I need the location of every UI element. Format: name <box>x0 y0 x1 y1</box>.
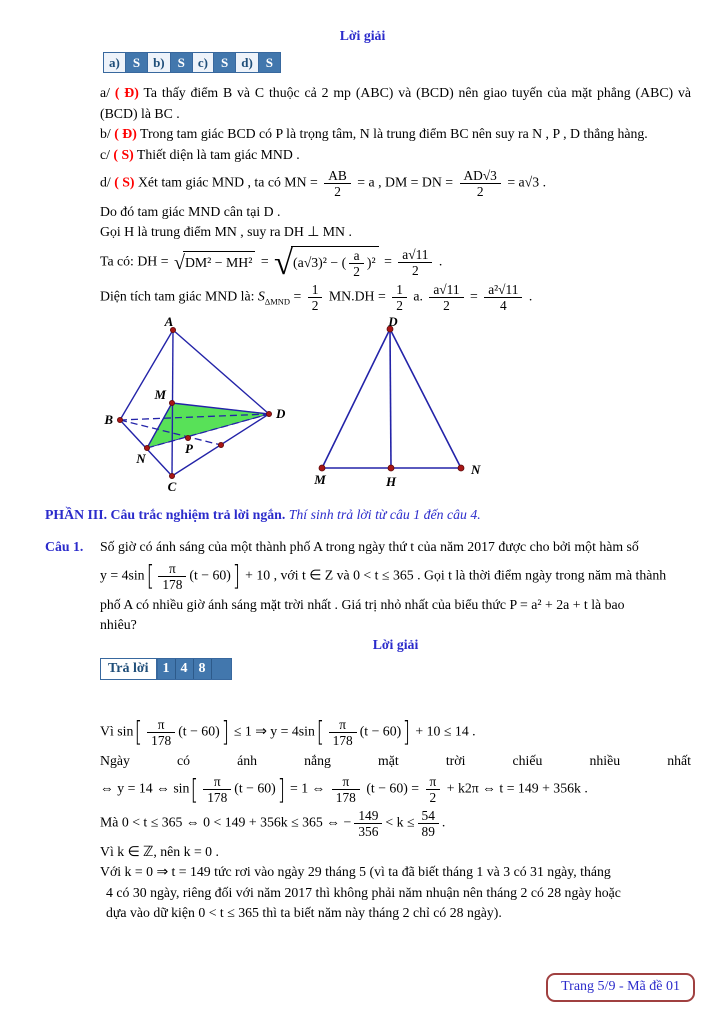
eq-mid1: = 1 ⇔ <box>289 780 326 796</box>
dt-end: . <box>528 288 533 304</box>
line-taco <box>100 244 691 283</box>
fraction-half-2: $\frac{1}{2}$ <box>392 282 407 313</box>
cau1-line4: nhiêu? <box>100 616 137 632</box>
label-C: C <box>167 478 177 494</box>
radical-sign: √ <box>173 252 185 275</box>
dt-lead: Diện tích tam giác MND là: <box>100 288 258 304</box>
answer-key-a: a) <box>104 53 126 72</box>
cau1-body <box>100 537 691 924</box>
fraction-pi-178: $\frac{\pi}{178}$ <box>203 774 231 805</box>
sol-voi-line1: Với k = 0 ⇒ t = 149 tức rơi vào ngày 29 tháng 5 (vì ta đã biết tháng 1 và 3 có 31 ngày, tháng <box>100 864 611 880</box>
vi-arg2: (t − 60) <box>359 723 402 739</box>
sol-vik-line: Vì k ∈ ℤ, nên k = 0 . <box>100 844 219 860</box>
formula-pre: y = 4sin <box>100 567 145 583</box>
dt-eq2: = <box>469 288 478 304</box>
answer-strip-row <box>0 46 725 83</box>
label-A: A <box>164 316 174 329</box>
ma-pre: Mà 0 < t ≤ 365 ⇔ 0 < 149 + 356k ≤ 365 ⇔ − <box>100 814 352 830</box>
dt-eq1: = <box>293 288 302 304</box>
label-B: B <box>104 411 113 427</box>
triangle-edges <box>322 329 461 468</box>
sol-ma-line <box>100 808 691 839</box>
traloi-strip <box>100 658 232 680</box>
vi-pre: Vì sin <box>100 723 134 739</box>
sol-vi-line: Vì sin[ $\frac{\pi}{178}$ (t − 60)] ≤ 1 ⇒ y = 4sin[ $\frac{\pi}{178}$ (t − 60)] + 10 ≤ 14 . <box>100 715 476 749</box>
line-dientich <box>100 282 691 313</box>
loigiai-heading: Lời giải <box>339 28 386 43</box>
vi-arg1: (t − 60) <box>178 723 220 739</box>
fraction-pi-178: $\frac{\pi}{178}$ <box>332 774 360 805</box>
part-d-tail: = a√3 . <box>507 174 547 190</box>
eq-arg2: (t − 60) = <box>366 780 420 796</box>
part-c-text: Thiết diện là tam giác MND . <box>133 146 300 162</box>
fraction-ab-2: $\frac{AB}{2}$ <box>324 168 351 199</box>
answer-key-c: c) <box>193 53 214 72</box>
formula-arg: (t − 60) <box>189 567 231 583</box>
fraction-half: $\frac{1}{2}$ <box>308 282 323 313</box>
cau1-line1: Số giờ có ánh sáng của một thành phố A trong ngày thứ t của năm 2017 được cho bởi một hàm số <box>100 539 639 555</box>
part-c-label: c/ <box>100 146 114 162</box>
traloi-digit-2: 4 <box>176 659 194 679</box>
part-d-lead: Xét tam giác MND , ta có MN = <box>134 174 318 190</box>
loigiai2-heading: Lời giải <box>372 637 419 653</box>
radical-sign: √ <box>274 244 293 283</box>
fraction-pi-2: $\frac{\pi}{2}$ <box>426 774 441 805</box>
eq-arg1: (t − 60) <box>234 780 276 796</box>
cau1-label: Câu 1. <box>45 539 84 555</box>
label-H: H <box>385 473 397 489</box>
isoceles-triangle-figure <box>314 317 494 499</box>
part-b-text: Trong tam giác BCD có P là trọng tâm, N là trung điểm BC nên suy ra N , P , D thẳng hàng. <box>136 126 648 142</box>
line-goi: Gọi H là trung điểm MN , suy ra DH ⊥ MN . <box>100 224 352 240</box>
dt-mid1: MN.DH = <box>328 288 386 304</box>
vertical-gap <box>100 680 691 714</box>
fraction-a2-sqrt11-4: $\frac{\text{a²√11}}{4}$ <box>484 282 522 313</box>
answer-value-b: S <box>171 53 193 72</box>
label-D: D <box>388 316 398 329</box>
part-a-text: Ta thấy điểm B và C thuộc cả 2 mp (ABC) và (BCD) nên giao tuyến của mặt phẳng (ABC) và (BCD) là BC . <box>100 85 691 121</box>
part-a-label: a/ <box>100 85 115 101</box>
solution-body <box>100 83 691 312</box>
taco-eq: = <box>260 253 269 269</box>
traloi-digit-3: 8 <box>194 659 212 679</box>
part-c-paragraph <box>100 145 691 165</box>
sol-eq-line: ⇔ y = 14 ⇔ sin[ $\frac{\pi}{178}$ (t − 60)] = 1 ⇔ $\frac{\pi}{178}$ (t − 60) = $\frac{\pi}{2}$ + k2π ⇔ t = 149 + 356k . <box>100 772 588 806</box>
fraction-149-356: $\frac{149}{356}$ <box>354 808 382 839</box>
taco-lead: Ta có: DH = <box>100 253 169 269</box>
part-a-paragraph <box>100 83 691 124</box>
fraction-ad-sqrt3-2: $\frac{AD√3}{2}$ <box>460 168 501 199</box>
label-P: P <box>185 440 193 456</box>
answer-strip <box>103 52 281 73</box>
page-number-badge: Trang 5/9 - Mã đề 01 <box>546 973 695 1002</box>
traloi-label: Trả lời <box>101 659 158 679</box>
part-b-label: b/ <box>100 126 115 142</box>
traloi-digit-1: 1 <box>158 659 176 679</box>
part-b-verdict: ( Đ) <box>114 126 137 142</box>
part-a-verdict: ( Đ) <box>114 85 139 101</box>
vi-tail: + 10 ≤ 14 . <box>415 723 476 739</box>
sol-voi-line3: dựa vào dữ kiện 0 < t ≤ 365 thì ta biết năm này tháng 2 chỉ có 28 ngày). <box>106 905 502 921</box>
answer-key-d: d) <box>236 53 259 72</box>
figures-row <box>88 317 725 499</box>
label-M: M <box>154 386 166 402</box>
s-symbol: S <box>257 288 265 304</box>
traloi-row <box>100 656 691 680</box>
eq-tail: + k2π ⇔ t = 149 + 356k . <box>446 780 588 796</box>
phan3-heading <box>45 505 691 525</box>
fraction-pi-178: $\frac{\pi}{178}$ <box>329 717 357 748</box>
cau1-block <box>45 537 691 924</box>
sqrt-dm2-mh2: √ DM² − MH² <box>174 251 255 273</box>
fraction-a-sqrt11-2: $\frac{a√11}{2}$ <box>398 247 432 278</box>
label-N: N <box>471 461 481 477</box>
dt-mid2: a. <box>413 288 423 304</box>
eq-pre: ⇔ y = 14 ⇔ sin <box>100 780 190 796</box>
answer-value-c: S <box>214 53 236 72</box>
fraction-pi-178: $\frac{\pi}{178}$ <box>158 561 186 592</box>
taco-end: . <box>438 253 443 269</box>
part-d-paragraph <box>100 168 691 199</box>
line-can: Do đó tam giác MND cân tại D . <box>100 204 281 219</box>
vi-mid: ≤ 1 ⇒ y = 4sin <box>233 723 315 739</box>
answer-value-a: S <box>126 53 148 72</box>
fraction-54-89: $\frac{54}{89}$ <box>418 808 439 839</box>
label-D: D <box>276 405 286 421</box>
answer-value-d: S <box>259 53 280 72</box>
phan3-italic: Thí sinh trả lời từ câu 1 đến câu 4. <box>288 506 481 522</box>
part-d-verdict: ( S) <box>114 174 135 190</box>
part-b-paragraph <box>100 124 691 144</box>
answer-key-b: b) <box>148 53 171 72</box>
fraction-pi-178: $\frac{\pi}{178}$ <box>147 717 175 748</box>
ma-mid: < k ≤ <box>385 814 415 830</box>
label-M: M <box>314 471 326 487</box>
part-d-mid: = a , DM = DN = <box>357 174 454 190</box>
cau1-formula: y = 4sin[ $\frac{\pi}{178}$ (t − 60)] + 10 , với t ∈ Z và 0 < t ≤ 365 . Gọi t là thời điểm ngày trong năm mà thành <box>100 559 667 593</box>
sqrt-nested: √ (a√3)² − ( $\frac{a}{2}$ )² <box>274 246 379 279</box>
cau1-line3: phố A có nhiều giờ ánh sáng mặt trời nhất . Giá trị nhỏ nhất của biểu thức P = a² + 2a + t là bao <box>100 596 625 612</box>
label-N: N <box>136 450 146 466</box>
tetrahedron-figure <box>88 317 300 499</box>
traloi-digit-empty <box>212 659 231 679</box>
formula-post: + 10 , với t ∈ Z và 0 < t ≤ 365 . Gọi t là thời điểm ngày trong năm mà thành <box>245 567 667 583</box>
part-d-label: d/ <box>100 174 115 190</box>
s-subscript: ΔMND <box>264 296 291 307</box>
ma-tail: . <box>441 814 446 830</box>
fraction-a-sqrt11-2b: $\frac{a√11}{2}$ <box>429 282 463 313</box>
fraction-a-2: $\frac{a}{2}$ <box>349 248 364 279</box>
part-c-verdict: ( S) <box>113 146 134 162</box>
sol-ngay-line: Ngày có ánh nắng mặt trời chiếu nhiều nhất <box>100 752 691 768</box>
taco-eq2: = <box>384 253 392 269</box>
phan3-bold: PHẦN III. Câu trắc nghiệm trả lời ngắn. <box>45 506 289 522</box>
sol-voi-line2: 4 có 30 ngày, riêng đối với năm 2017 thì không phải năm nhuận nên tháng 2 có 28 ngày hoặc <box>106 884 621 900</box>
